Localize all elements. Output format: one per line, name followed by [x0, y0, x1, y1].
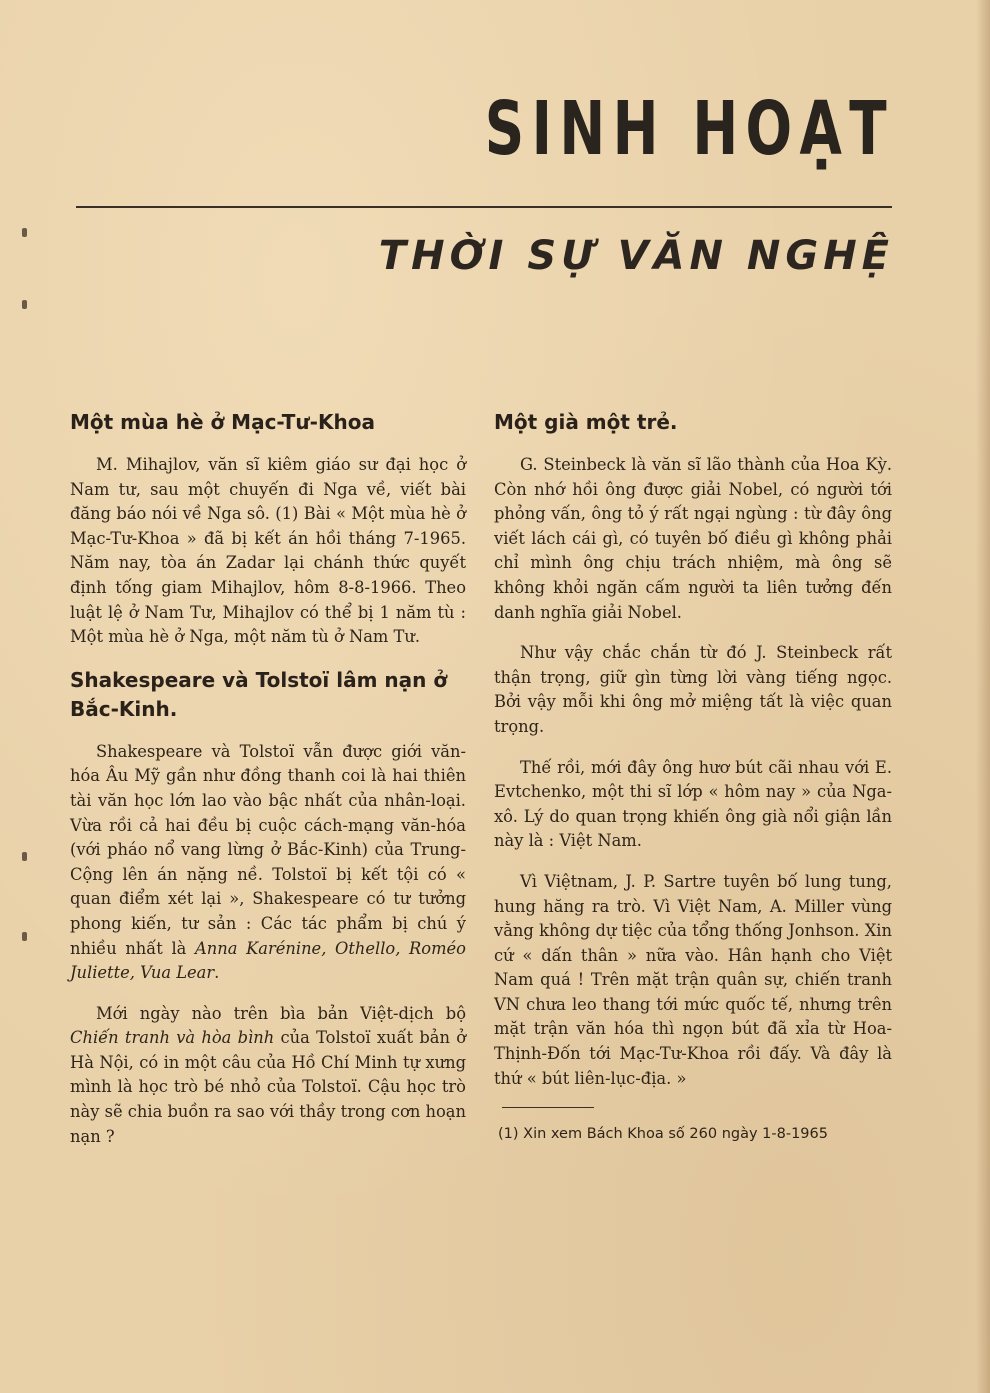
article-paragraph: Thế rồi, mới đây ông hươ bút cãi nhau với E. Evtchenko, một thi sĩ lớp « hôm nay » của Nga-xô. Lý do quan trọng khiến ông già nổi giận lần này là : Việt Nam.	[494, 757, 892, 851]
margin-mark	[22, 932, 27, 941]
article-paragraph: Vì Việtnam, J. P. Sartre tuyên bố lung tung, hung hăng ra trò. Vì Việt Nam, A. Miller vùng vằng không dự tiệc của tổng thống Jonhson. Xin cứ « dấn thân » nữa vào. Hân hạnh cho Việt Nam quá ! Trên mặt trận quân sự, chiến tranh VN chưa leo thang tới mức quốc tế, nhưng trên mặt trận văn hóa thì ngọn bút đã xỉa từ Hoa-Thịnh-Đốn tới Mạc-Tư-Khoa rồi đấy. Và đây là thứ « bút liên-lục-địa. »	[494, 871, 892, 1088]
article-paragraph: G. Steinbeck là văn sĩ lão thành của Hoa Kỳ. Còn nhớ hồi ông được giải Nobel, có người tới phỏng vấn, ông tỏ ý rất ngại ngùng : từ đây ông viết lách cái gì, có tuyên bố điều gì không phải chỉ mình ông chịu trách nhiệm, mà ông sẽ không khỏi ngăn cấm người ta liên tưởng đến danh nghĩa giải Nobel.	[494, 455, 892, 622]
footnote-divider	[502, 1107, 594, 1108]
work-title: Chiến tranh và hòa bình	[70, 1028, 275, 1048]
article-paragraph	[70, 740, 466, 986]
header-divider	[76, 206, 892, 208]
article-paragraph: M. Mihajlov, văn sĩ kiêm giáo sư đại học ở Nam tư, sau một chuyến đi Nga về, viết bài đăng báo nói về Nga sô. (1) Bài « Một mùa hè ở Mạc-Tư-Khoa » đã bị kết án hồi tháng 7-1965. Năm nay, tòa án Zadar lại chánh thức quyết định tống giam Mihajlov, hôm 8-8-1966. Theo luật lệ ở Nam Tư, Mihajlov có thể bị 1 năm tù : Một mùa hè ở Nga, một năm tù ở Nam Tư.	[70, 455, 466, 647]
work-titles: Anna Karénine, Othello, Roméo Juliette, Vua Lear	[70, 938, 466, 983]
article-heading-old-young: Một già một trẻ.	[494, 410, 678, 434]
margin-mark	[22, 852, 27, 861]
article-paragraph: Như vậy chắc chắn từ đó J. Steinbeck rất thận trọng, giữ gìn từng lời vàng tiếng ngọc. Bởi vậy mỗi khi ông mở miệng tất là việc quan trọng.	[494, 643, 892, 736]
section-title: SINH HOẠT	[484, 86, 894, 172]
paragraph-end: .	[214, 963, 220, 983]
footnote: (1) Xin xem Bách Khoa số 260 ngày 1-8-1965	[498, 1126, 828, 1143]
right-column	[494, 408, 892, 1142]
paragraph-text: của Tolstoï xuất bản ở Hà Nội, có in một câu của Hồ Chí Minh tự xưng mình là học trò bé nhỏ của Tolstoï. Cậu học trò này sẽ chia buồn ra sao với thầy trong cơn hoạn nạn ?	[70, 1028, 466, 1146]
left-column	[70, 408, 466, 1165]
section-subtitle: THỜI SỰ VĂN NGHỆ	[378, 233, 894, 279]
paragraph-text: Mới ngày nào trên bìa bản Việt-dịch bộ	[96, 1003, 466, 1023]
margin-mark	[22, 228, 27, 237]
article-paragraph	[70, 1002, 466, 1150]
paragraph-text: Shakespeare và Tolstoï vẫn được giới văn-hóa Âu Mỹ gần như đồng thanh coi là hai thiên tài văn học lớn lao vào bậc nhất của nhân-loại. Vừa rồi cả hai đều bị cuộc cách-mạng văn-hóa (với pháo nổ vang lừng ở Bắc-Kinh) của Trung-Cộng lên án nặng nề. Tolstoï bị kết tội có « quan điểm xét lại », Shakespeare có tư tưởng phong kiến, tư sản : Các tác phẩm bị chú ý nhiều nhất là	[70, 741, 466, 958]
article-heading-shakespeare-tolstoi: Shakespeare và Tolstoï lâm nạn ở Bắc-Kinh.	[70, 667, 448, 721]
margin-mark	[22, 300, 27, 309]
article-heading-summer-moscow: Một mùa hè ở Mạc-Tư-Khoa	[70, 410, 375, 434]
page-edge-shadow	[976, 0, 990, 1393]
